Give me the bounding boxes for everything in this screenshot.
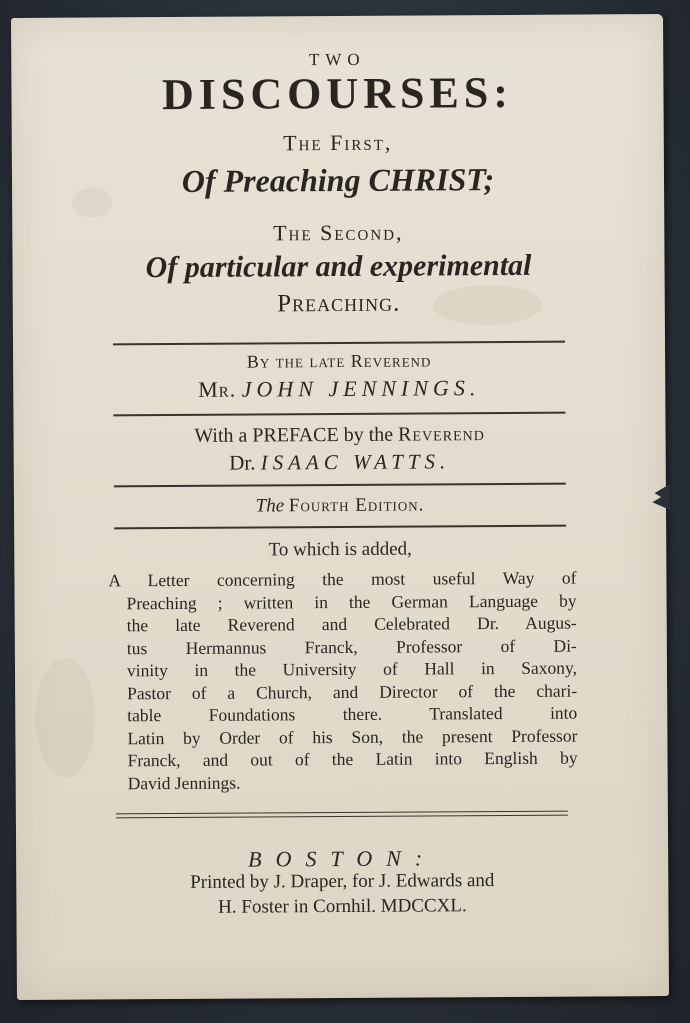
divider-rule [113, 412, 565, 417]
preface-lead: With a [194, 424, 248, 447]
page-tear [648, 484, 670, 510]
paper-stain [35, 657, 96, 777]
preface-line [53, 422, 625, 448]
author-prefix: Mr. [198, 376, 237, 402]
letter-line: A Letter concerning the most useful Way of [108, 567, 577, 591]
second-title-line-2: Preaching. [277, 289, 401, 318]
first-label: The First, [283, 129, 393, 156]
title-discourses: DISCOURSES: [161, 67, 514, 120]
by-line: By the late Reverend [246, 350, 432, 372]
letter-line: tus Hermannus Franck, Professor of Di- [126, 635, 577, 658]
divider-double-rule [116, 811, 568, 819]
letter-line: David Jennings. [127, 772, 241, 793]
divider-rule [114, 525, 566, 530]
author-line [53, 374, 625, 403]
watts-name: ISAAC WATTS. [260, 449, 451, 475]
letter-line: Preaching ; written in the German Language by [126, 590, 577, 613]
title-page [11, 14, 669, 1000]
letter-line: Franck, and out of the Latin into English by [127, 747, 578, 771]
edition-the: The [255, 495, 285, 517]
letter-line: vinity in the University of Hall in Saxony, [126, 657, 578, 681]
divider-rule [114, 483, 566, 488]
divider-rule [113, 341, 565, 346]
preface-rev: Reverend [398, 423, 485, 446]
watts-line [54, 448, 626, 476]
letter-paragraph [108, 567, 578, 795]
imprint-line-1: Printed by J. Draper, for J. Edwards and [190, 870, 495, 893]
letter-line: table Foundations there. Translated into [127, 702, 578, 726]
edition-text: Fourth Edition. [288, 494, 425, 517]
second-label: The Second, [273, 219, 404, 246]
first-title: Of Preaching CHRIST; [181, 161, 495, 199]
author-name: JOHN JENNINGS. [241, 375, 481, 402]
imprint-city: BOSTON: [248, 845, 437, 872]
edition-line [54, 493, 626, 518]
letter-line: Latin by Order of his Son, the present Professor [127, 725, 578, 748]
letter-line: the late Reverend and Celebrated Dr. Augus- [126, 612, 577, 636]
preface-word: PREFACE [252, 424, 339, 447]
imprint-line-2: H. Foster in Cornhil. MDCCXL. [218, 895, 467, 918]
second-title-line-1: Of particular and experimental [145, 248, 532, 285]
letter-line: Pastor of a Church, and Director of the chari- [127, 680, 578, 703]
preface-by: by the [343, 423, 394, 446]
added-line: To which is added, [268, 538, 412, 561]
title-two: TWO [308, 49, 366, 70]
watts-prefix: Dr. [229, 450, 256, 475]
